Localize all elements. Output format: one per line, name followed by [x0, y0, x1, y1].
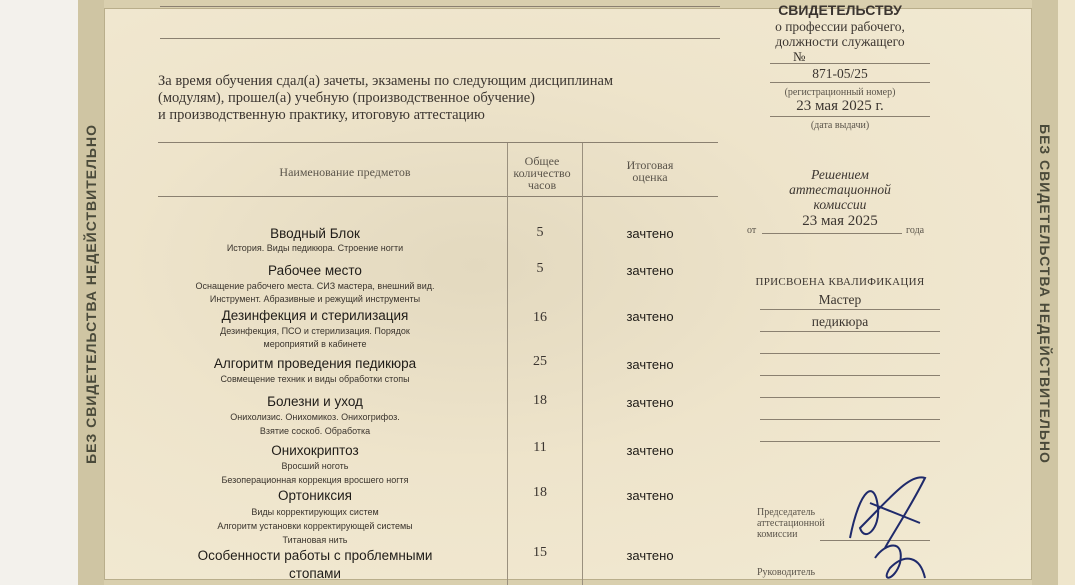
doc-subtitle: о профессии рабочего,	[775, 19, 905, 34]
blank-line	[760, 375, 940, 376]
row-title: Дезинфекция и стерилизация	[221, 308, 409, 323]
header-hours	[510, 155, 574, 191]
row-hours: 5	[536, 261, 544, 276]
blank-line	[760, 353, 940, 354]
row-subtitle: Дезинфекция, ПСО и стерилизация. Порядок	[220, 326, 410, 336]
row-title: Болезни и уход	[267, 394, 363, 409]
year-label: года	[906, 225, 925, 236]
intro-line: (модулям), прошел(а) учебную (производственное обучение)	[158, 90, 535, 106]
chair-label-line: аттестационной	[757, 518, 825, 529]
blank-line	[770, 116, 930, 117]
row-grade: зачтено	[626, 443, 674, 458]
row-hours: 16	[533, 310, 547, 325]
row-grade: зачтено	[626, 309, 674, 324]
scan-margin	[0, 0, 78, 585]
row-hours: 11	[533, 440, 547, 455]
chair-label	[757, 507, 825, 540]
row-subtitle: Оснащение рабочего места. СИЗ мастера, внешний вид.	[195, 281, 435, 291]
signature-mark	[830, 468, 940, 585]
row-subtitle: Алгоритм установки корректирующей системы	[217, 521, 413, 531]
header-hours-line: часов	[527, 178, 557, 192]
row-hours: 15	[533, 545, 547, 560]
decision-text: комиссии	[813, 197, 867, 212]
blank-line	[770, 82, 930, 83]
row-subtitle: Безоперационная коррекция вросшего ногтя	[221, 475, 409, 485]
blank-line	[760, 441, 940, 442]
header-name: Наименование предметов	[279, 165, 411, 179]
blank-line	[160, 38, 720, 39]
blank-line	[762, 233, 902, 234]
right-band-text: БЕЗ СВИДЕТЕЛЬСТВА НЕДЕЙСТВИТЕЛЬНО	[1037, 124, 1053, 464]
row-title: Ортониксия	[278, 488, 352, 503]
number-sign: №	[793, 49, 806, 64]
qualification-label: ПРИСВОЕНА КВАЛИФИКАЦИЯ	[755, 276, 925, 288]
doc-title: СВИДЕТЕЛЬСТВУ	[778, 2, 902, 18]
row-grade: зачтено	[626, 395, 674, 410]
row-hours: 18	[533, 485, 547, 500]
blank-line	[760, 419, 940, 420]
intro-line: и производственную практику, итоговую аттестацию	[158, 107, 485, 123]
blank-line	[760, 397, 940, 398]
row-grade: зачтено	[626, 226, 674, 241]
row-grade: зачтено	[626, 263, 674, 278]
row-grade: зачтено	[626, 488, 674, 503]
blank-line	[760, 309, 940, 310]
qualification-value: педикюра	[811, 314, 869, 329]
decision-text: Решением	[811, 167, 869, 182]
row-title: Особенности работы с проблемными	[197, 548, 433, 563]
row-title-cont: стопами	[289, 566, 341, 581]
header-hours-line: Общее	[524, 154, 560, 168]
doc-subtitle: должности служащего	[775, 34, 905, 49]
row-subtitle: Инструмент. Абразивные и режущий инструменты	[209, 294, 421, 304]
row-subtitle: мероприятий в кабинете	[263, 339, 367, 349]
decision-date: 23 мая 2025	[802, 213, 878, 229]
header-grade	[600, 159, 700, 183]
blank-line	[770, 63, 930, 64]
row-hours: 25	[533, 354, 547, 369]
intro-line: За время обучения сдал(а) зачеты, экзамены по следующим дисциплинам	[158, 73, 614, 89]
intro-text	[158, 73, 613, 124]
row-hours: 18	[533, 393, 547, 408]
chair-label-line: комиссии	[757, 529, 798, 540]
issue-caption: (дата выдачи)	[810, 120, 870, 131]
table-header-rule	[158, 196, 718, 197]
column-divider	[507, 143, 508, 585]
row-subtitle: Виды корректирующих систем	[251, 507, 379, 517]
row-title: Вводный Блок	[270, 226, 360, 241]
row-hours: 5	[536, 225, 544, 240]
reg-caption: (регистрационный номер)	[784, 87, 896, 98]
row-subtitle: Онихолизис. Онихомикоз. Онихогрифоз.	[230, 412, 400, 422]
row-title: Онихокриптоз	[271, 443, 359, 458]
row-subtitle: Взятие соскоб. Обработка	[259, 426, 371, 436]
left-band-text: БЕЗ СВИДЕТЕЛЬСТВА НЕДЕЙСТВИТЕЛЬНО	[83, 124, 99, 464]
header-grade-line: Итоговая	[626, 158, 674, 172]
row-grade: зачтено	[626, 548, 674, 563]
right-band	[1032, 0, 1058, 585]
decision-text: аттестационной	[789, 182, 891, 197]
row-subtitle: История. Виды педикюра. Строение ногти	[226, 243, 404, 253]
table-top-rule	[158, 142, 718, 143]
row-subtitle: Совмещение техник и виды обработки стопы	[220, 374, 410, 384]
header-grade-line: оценка	[632, 170, 668, 184]
head-label: Руководитель	[757, 567, 816, 578]
reg-number: 871-05/25	[812, 66, 868, 81]
from-label: от	[747, 225, 757, 236]
column-divider	[582, 143, 583, 585]
row-grade: зачтено	[626, 357, 674, 372]
row-subtitle: Вросший ноготь	[281, 461, 349, 471]
chair-label-line: Председатель	[757, 507, 816, 518]
left-band	[78, 0, 104, 585]
row-subtitle: Титановая нить	[282, 535, 348, 545]
row-title: Алгоритм проведения педикюра	[213, 356, 417, 371]
row-title: Рабочее место	[268, 263, 362, 278]
issue-date: 23 мая 2025 г.	[796, 98, 884, 114]
header-hours-line: количество	[513, 166, 571, 180]
blank-line	[760, 331, 940, 332]
blank-line	[160, 6, 720, 7]
qualification-value: Мастер	[818, 292, 862, 307]
